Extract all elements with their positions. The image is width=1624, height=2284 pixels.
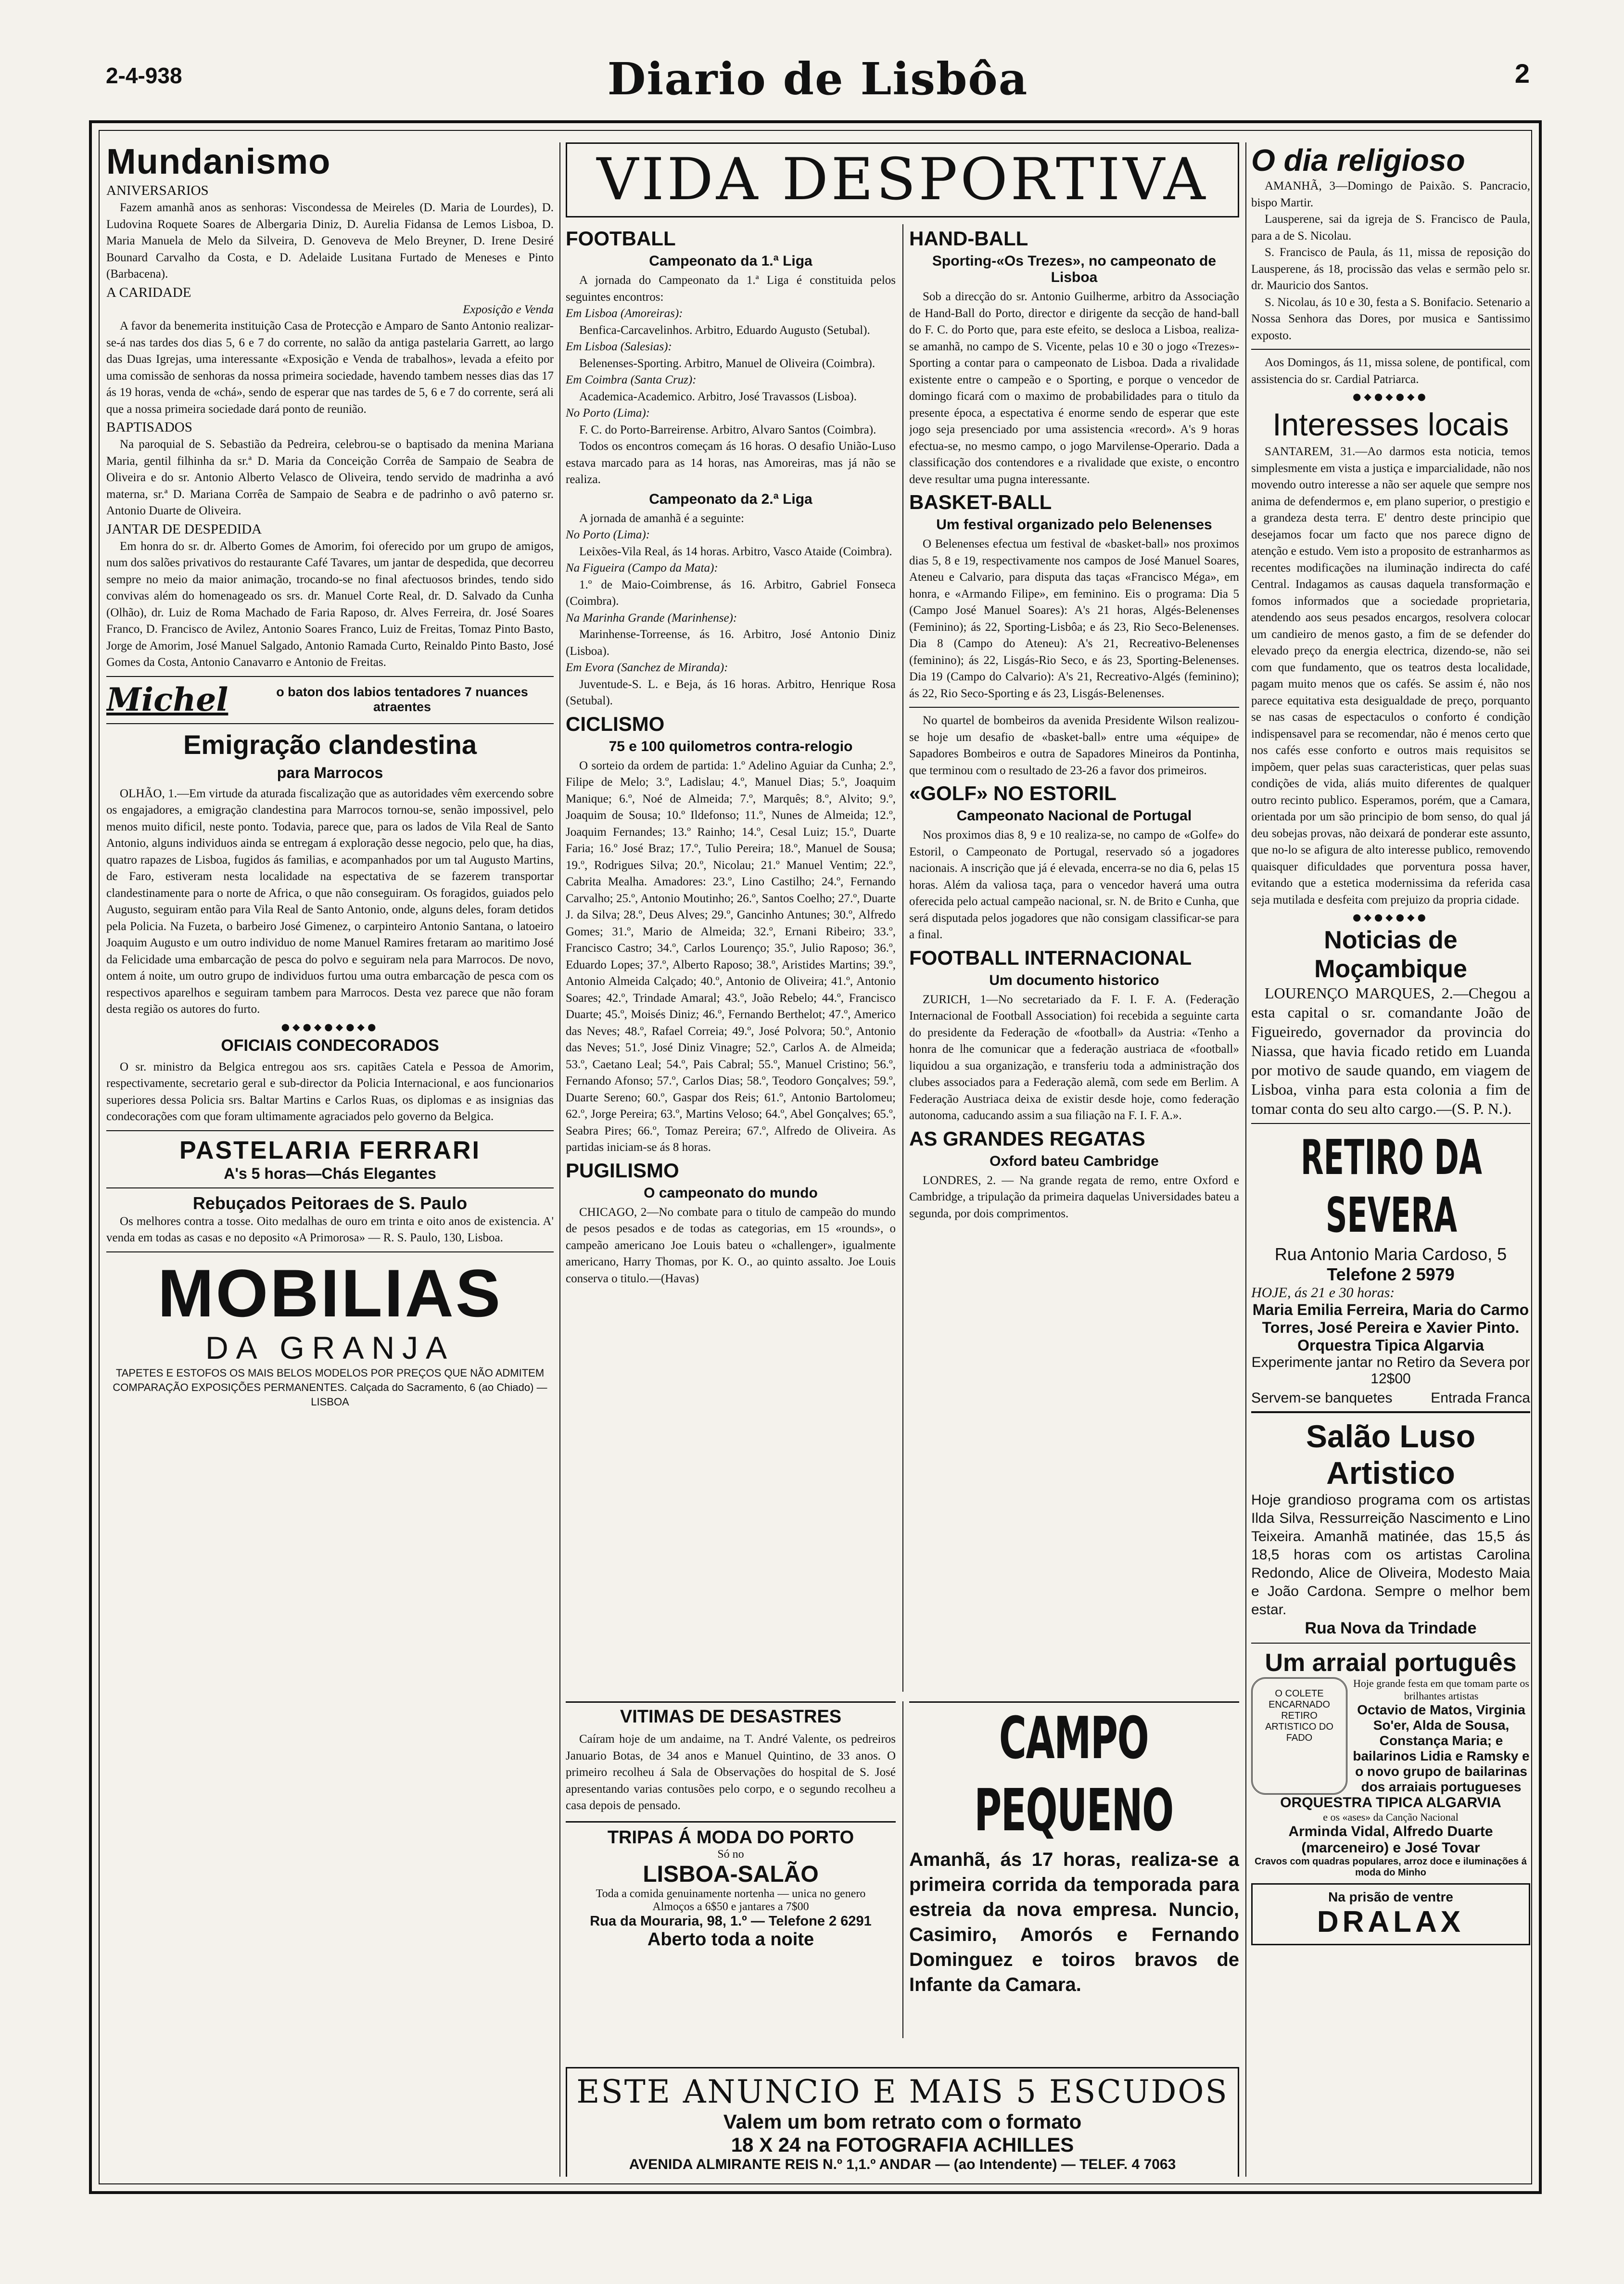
vitimas-title: VITIMAS DE DESASTRES bbox=[620, 1707, 842, 1727]
pugilismo-text: CHICAGO, 2—No combate para o titulo de campeão do mundo de pesos pesados e de todas as categorias, em 15 «rounds», o campeão americano Joe Louis bateu o «challenger», igualmente americano, Harry Thomas, por K. O., ao quinto assalto. Joe Louis conserva o titulo.—(Havas) bbox=[566, 1205, 896, 1285]
liga1-intro: A jornada do Campeonato da 1.ª Liga é constituida pelos seguintes encontros: bbox=[566, 274, 896, 304]
arraial-names: Octavio de Matos, Virginia So'er, Alda de Sousa, Constança Maria; e bailarinos Lidia e Ramsky e o novo grupo de bailarinas dos arraiais portugueses bbox=[1353, 1702, 1530, 1794]
divider bbox=[106, 1187, 554, 1188]
golf-head: «GOLF» NO ESTORIL bbox=[909, 782, 1116, 804]
religioso-text: S. Nicolau, ás 10 e 30, festa a S. Bonifacio. Setenario a Nossa Senhora das Dores, por musica e Santissimo exposto. bbox=[1251, 295, 1530, 342]
dralax-ad bbox=[1251, 1883, 1530, 1945]
divider bbox=[909, 707, 1239, 708]
vida-title: VIDA DESPORTIVA bbox=[566, 142, 1239, 217]
liga2-line: Marinhense-Torreense, ás 16. Arbitro, José Antonio Diniz (Lisboa). bbox=[566, 628, 896, 658]
divider bbox=[1251, 1643, 1530, 1644]
severa-orchestra: Orquestra Tipica Algarvia bbox=[1297, 1337, 1484, 1354]
liga2-line: Na Marinha Grande (Marinhense): bbox=[566, 611, 737, 625]
column-rule bbox=[1245, 142, 1246, 2177]
liga2-line: No Porto (Lima): bbox=[566, 528, 650, 541]
baptisados-text: Na paroquial de S. Sebastião da Pedreira, celebrou-se o baptisado da menina Mariana Maria, gentil filhinha da sr.ª D. Maria da Conceição Corrêa de Sampaio de Seabra de Oliveira e do sr. Antonio Alberto Velasco de Oliveira, tendo servido de madrinha a avó materna, sr.ª D. Mariana Corrêa de Sampaio de Seabra e de padrinho o avô paterno sr. Antonio Duarte de Oliveira. bbox=[106, 438, 554, 517]
ciclismo-head: CICLISMO bbox=[566, 712, 665, 735]
liga1-line: Belenenses-Sporting. Arbitro, Manuel de Oliveira (Coimbra). bbox=[579, 357, 875, 370]
achilles-ad bbox=[566, 2067, 1239, 2177]
interesses-text: SANTAREM, 31.—Ao darmos esta noticia, temos simplesmente em vista a justiça e imparcialidade, não nos movendo outro interesse a não ser aquele que sempre nos anima de defendermos e, em plano superior, o prestigio e a grandeza desta terra. E' dentro deste principio que desejamos focar um facto que nos parece digno de atenção e estudo. Vem isto a proposito de estranharmos as recentes modificações na iluminação indirecta do café Central. Indagamos as causas daquela transformação e fomos informados que a sociedade proprietaria, atendendo aos seus pesados encargos, resolvera colocar um candieiro de menos gasto, a fim de se defender do elevado preço da energia electrica, dizendo-se, não sei com que fundamento, que os teatros desta localidade, pagam muito menos que os cafés. Se assim é, não nos parece equitativa esta desigualdade de preço, porquanto se nas casas de espectaculos o conforto é condição indispensavel para se recomendar, não é menos certo que nos cafés esse conforto e outros mais requisitos se impõem, quer pelas suas caracteristicas, quer pelas suas condições de vida, aliás muito diferentes de qualquer outro recinto publico. Esperamos, porém, que a Camara, orientada por um são principio de bom senso, do qual já deu sobejas provas, não deixará de ponderar este assunto, que no-lo se afigura de alto interesse publico, removendo quaisquer dificuldades que porventura possa haver, evitando que a estetica modernissima da referida casa seja mutilada e desfeita com prejuizo da propria cidade. bbox=[1251, 445, 1530, 906]
severa-entrada: Entrada Franca bbox=[1431, 1390, 1530, 1406]
liga1-line: Em Lisboa (Amoreiras): bbox=[566, 307, 683, 320]
dralax-brand: DRALAX bbox=[1317, 1905, 1465, 1939]
rebucados-title: Rebuçados Peitoraes de S. Paulo bbox=[192, 1193, 468, 1213]
page-number: 2 bbox=[1514, 58, 1530, 89]
tripas-title: TRIPAS Á MODA DO PORTO bbox=[607, 1827, 854, 1848]
page-frame bbox=[89, 120, 1542, 2194]
severa-address: Rua Antonio Maria Cardoso, 5 bbox=[1274, 1244, 1507, 1264]
left-column bbox=[106, 142, 554, 2177]
tripas-so-no: Só no bbox=[717, 1848, 744, 1861]
arraial-orchestra: ORQUESTRA TIPICA ALGARVIA bbox=[1280, 1795, 1501, 1811]
basket-title: Um festival organizado pelo Belenenses bbox=[936, 517, 1212, 533]
campo-title: CAMPO PEQUENO bbox=[974, 1705, 1173, 1844]
arraial-arminda: Arminda Vidal, Alfredo Duarte bbox=[1288, 1824, 1493, 1839]
severa-jantar: Experimente jantar no Retiro da Severa por 12$00 bbox=[1251, 1354, 1530, 1387]
rebucados-text: Os melhores contra a tosse. Oito medalhas de ouro em trinta e oito anos de existencia. A' venda em todas as casas e no deposito «A Primorosa» — R. S. Paulo, 130, Lisboa. bbox=[106, 1214, 554, 1244]
emigracao-text: OLHÃO, 1.—Em virtude da aturada fiscalização que as autoridades vêm exercendo sobre os engajadores, a emigração clandestina para Marrocos tornou-se, senão impossivel, pelo menos muito dificil, neste ponto. Todavia, parece que, para os lados de Vila Real de Santo Antonio, alguns individuos ainda se entregam á exploração desse negocio, pelo que, ha dias, quatro rapazes de Lisboa, fugidos ás familias, e acompanhados por um tal Augusto Martins, de Faro, estiveram nesta localidade na espectativa de se fazerem transportar clandestinamente para o norte de Africa, o que não conseguiram. Os foragidos, guiados pelo Augusto, seguiram então para Vila Real de Santo Antonio, onde, alguns deles, foram detidos pela Policia. Na Fuzeta, o barbeiro José Gimenez, o carpinteiro Antonio Santana, o latoeiro Joaquim Augusto e um outro individuo de nome Manuel Ramires fretaram ao maritimo José da Felicidade uma embarcação de pesca do polvo e seguiram nela para Marrocos. De novo, ontem á noite, um outro grupo de individuos furtou uma outra embarcação de pesca com os respectivos aparelhos e seguiram tambem para Marrocos. Desta vez parece que não foram desta região os autores do furto. bbox=[106, 787, 554, 1016]
caridade-text: A favor da benemerita instituição Casa de Protecção e Amparo de Santo Antonio realizar-se-á nas tardes dos dias 5, 6 e 7 do corrente, no salão da antiga pastelaria Garrett, ao largo das Duas Igrejas, uma interessante «Exposição e Venda de trabalhos», levada a efeito por uma comissão de senhoras da nossa primeira sociedade, havendo tambem nesses dias das 17 ás 19 horas, venda de «chá», sendo de esperar que nas tardes de 5, 6 e 7 do corrente, será ali que a nossa primeira sociedade dará ponto de reunião. bbox=[106, 319, 554, 416]
basket-head: BASKET-BALL bbox=[909, 491, 1052, 513]
divider bbox=[106, 723, 554, 724]
sports-left bbox=[566, 224, 896, 1692]
masthead bbox=[106, 53, 1530, 111]
caridade-sub: Exposição e Venda bbox=[463, 303, 554, 316]
mocambique-text: LOURENÇO MARQUES, 2.—Chegou a esta capital o sr. comandante João de Figueiredo, governador da provincia do Niassa, que havia ficado retido em Luanda por motivo de saude quando, em viagem de Lisboa, vinha para esta colonia a fim de tomar conta do seu alto cargo.—(S. P. N.). bbox=[1251, 984, 1530, 1117]
tripas-line1: Toda a comida genuinamente nortenha — unica no genero bbox=[596, 1887, 866, 1900]
pugilismo-head: PUGILISMO bbox=[566, 1159, 679, 1182]
column-rule bbox=[559, 142, 560, 2177]
divider bbox=[1251, 1123, 1530, 1124]
pugilismo-title: O campeonato do mundo bbox=[644, 1185, 818, 1201]
baptisados-head: BAPTISADOS bbox=[106, 420, 192, 435]
religioso-text: S. Francisco de Paula, ás 11, missa de reposição do Lausperene, ás 18, procissão das velas e sermão pelo sr. dr. Mauricio dos Santos. bbox=[1251, 246, 1530, 292]
arraial-lead: Hoje grande festa em que tomam parte os brilhantes artistas bbox=[1353, 1677, 1529, 1702]
jantar-head: JANTAR DE DESPEDIDA bbox=[106, 521, 262, 537]
arraial-footer: Cravos com quadras populares, arroz doce e iluminações á moda do Minho bbox=[1255, 1856, 1527, 1878]
caridade-head: A CARIDADE bbox=[106, 284, 191, 300]
religioso-text: Aos Domingos, ás 11, missa solene, de pontifical, com assistencia do sr. Cardial Patriarca. bbox=[1251, 356, 1530, 386]
lower-right bbox=[909, 1701, 1239, 2049]
vitimas-text: Caíram hoje de um andaime, na T. André Valente, os pedreiros Januario Botas, de 34 anos e Manuel Quintino, de 33 anos. O primeiro recolheu á Sala de Observações do hospital de S. José apresentando varias contusões pelo corpo, e o segundo recolheu a casa depois de pensado. bbox=[566, 1733, 896, 1812]
divider bbox=[1251, 349, 1530, 350]
tripas-address: Rua da Mouraria, 98, 1.º — Telefone 2 6291 bbox=[590, 1913, 872, 1929]
oficiais-text: O sr. ministro da Belgica entregou aos srs. capitães Catela e Pessoa de Amorim, respectivamente, secretario geral e sub-director da Policia Internacional, e aos funcionarios superiores dessa Policia srs. Baltar Martins e Carlos Ruas, os diplomas e as insignias das condecorações com que foram ultimamente agraciados pelo governo da Belgica. bbox=[106, 1060, 554, 1123]
michel-text: o baton dos labios tentadores 7 nuances atraentes bbox=[276, 684, 528, 714]
liga1-line: Em Coimbra (Santa Cruz): bbox=[566, 373, 697, 386]
mobilias-subtitle: DA GRANJA bbox=[205, 1329, 455, 1365]
severa-artists: Maria Emilia Ferreira, Maria do Carmo Torres, José Pereira e Xavier Pinto. bbox=[1252, 1301, 1529, 1336]
issue-date: 2-4-938 bbox=[106, 63, 182, 88]
liga1-line: Em Lisboa (Salesias): bbox=[566, 340, 672, 353]
tripas-line2: Almoços a 6$50 e jantares a 7$00 bbox=[652, 1900, 809, 1913]
liga1-line: F. C. do Porto-Barreirense. Arbitro, Alvaro Santos (Coimbra). bbox=[579, 423, 876, 436]
ornament-divider: ●◆●◆●◆● bbox=[1353, 911, 1429, 923]
anuncio-address: AVENIDA ALMIRANTE REIS N.º 1,1.º ANDAR — (ao Intendente) — TELEF. 4 7063 bbox=[629, 2156, 1176, 2172]
oficiais-title: OFICIAIS CONDECORADOS bbox=[221, 1036, 439, 1055]
arraial-ases: e os «ases» da Canção Nacional bbox=[1323, 1811, 1459, 1823]
michel-ad bbox=[106, 676, 554, 718]
liga2-line: Em Evora (Sanchez de Miranda): bbox=[566, 661, 728, 674]
campo-text: Amanhã, ás 17 horas, realiza-se a primeira corrida da temporada para estreia da nova empresa. Nuncio, Casimiro, Amorós e Fernando Dominguez e toiros bravos de Infante da Camara. bbox=[909, 1849, 1239, 1995]
religioso-text: AMANHÃ, 3—Domingo de Paixão. S. Pancracio, bispo Martir. bbox=[1251, 179, 1530, 209]
liga2-intro: A jornada de amanhã é a seguinte: bbox=[579, 511, 744, 525]
arraial-marceneiro: (marceneiro) e José Tovar bbox=[1301, 1840, 1480, 1856]
bombeiros-text: No quartel de bombeiros da avenida Presidente Wilson realizou-se hoje um desafio de «basket-ball» entre uma «équipe» de Sapadores Bombeiros e outra de Sapadores Mineiros da Pontinha, que terminou com o resultado de 23-26 a favor dos primeiros. bbox=[909, 714, 1239, 777]
regatas-text: LONDRES, 2. — Na grande regata de remo, entre Oxford e Cambridge, a tripulação da primeira daquelas Universidades bateu a segunda, por dois comprimentos. bbox=[909, 1174, 1239, 1220]
ciclismo-text: O sorteio da ordem de partida: 1.º Adelino Aguiar da Cunha; 2.º, Filipe de Melo; 3.º, Ladislau; 4.º, Manuel Dias; 5.º, Joaquim Manique; 6.º, Noé de Almeida; 7.º, Marquês; 8.º, Alvito; 9.º, Joaquim de Sousa; 10.º Ildefonso; 11.º, Nunes de Almeida; 12.º, Joaquim Fernandes; 13.º Rainho; 14.º, Cesal Luiz; 15.º, Duarte Faria; 16.º José Braz; 17.º, Tulio Pereira; 18.º, Manuel de Sousa; 19.º, Rodrigues Silva; 20.º, Nicolau; 21.º Manuel Ventim; 22.º, Cabrita Mealha. Amadores: 23.º, Lino Castilho; 24.º, Fernando Carvalho; 25.º, Antonio Moutinho; 26.º, Santos Coelho; 27.º, Duarte J. da Silva; 28.º, Deus Alves; 29.º, Gancinho Antunes; 30.º, Alfredo Gomes; 31.º, Mario de Almeida; 32.º, Ernani Ribeiro; 33.º, Francisco Castro; 34.º, Carlos Lourenço; 35.º, Julio Raposo; 36.º, Eduardo Lopes; 37.º, Alberto Raposo; 38.º, Aristides Martins; 39.º, Antonio Almeida Calçado; 40.º, Antonio de Oliveira; 41.º, Antonio Soares; 42.º, Trindade Amaral; 43.º, João Rebelo; 44.º, Francisco Duarte; 45.º, Moisés Diniz; 46.º, Fernando Berthelot; 47.º, Americo das Neves; 48.º, Rafael Correia; 49.º, José Polvora; 50.º, Antonio das Neves; 51.º, José Diniz Vinagre; 52.º, Carlos A. de Almeida; 53.º, Caetano Leal; 54.º, Pais Cabral; 55.º, Manuel Cristino; 56.º, Fernando Afonso; 57.º, Carlos Dias; 58.º, Teodoro Gonçalves; 59.º, Duarte Sereno; 60.º, Gaspar dos Reis; 61.º, Antonio Bartolomeu; 62.º, Jorge Pereira; 63.º, Martins Veloso; 64.º, Abel Gonçalves; 65.º, Seabra Pires; 66.º, Tomaz Pereira; 67.º, Alfredo de Oliveira. As partidas iniciam-se ás 8 horas. bbox=[566, 759, 896, 1154]
handball-title: Sporting-«Os Trezes», no campeonato de Lisboa bbox=[932, 253, 1217, 285]
mocambique-title: Noticias de Moçambique bbox=[1314, 926, 1467, 983]
golf-text: Nos proximos dias 8, 9 e 10 realiza-se, no campo de «Golfe» do Estoril, o Campeonato de Portugal, reservado só a jogadores nacionais. A inscrição que já é elevada, encerra-se no dia 6, pelas 15 horas. Além da valiosa taça, para o vencedor haverá uma outra oferecida pelo actual campeão nacional, sr. N. de Brito e Cunha, que será disputada pelos jogadores que não consigam classificar-se para a final. bbox=[909, 829, 1239, 941]
aniversarios-text: Fazem amanhã anos as senhoras: Viscondessa de Meireles (D. Maria de Lourdes), D. Ludovina Roquete Soares de Albergaria Diniz, D. Aurelia Fidansa de Lemos Lisboa, D. Maria Manuela de Melo da Silveira, D. Genoveva de Melo Breyner, D. Irene Desiré Bounard Carvalho da Costa, e D. Adelaide Lusitana Furtado de Meneses e Pinto (Barbacena). bbox=[106, 201, 554, 281]
liga2-line: Juventude-S. L. e Beja, ás 16 horas. Arbitro, Henrique Rosa (Setubal). bbox=[566, 677, 896, 707]
divider bbox=[1251, 1411, 1530, 1413]
basket-text: O Belenenses efectua um festival de «basket-ball» nos proximos dias 5, 8 e 19, respectivamente nos campos de José Manuel Soares, Ateneu e Calvario, para disputa das taças «Francisco Méga», em honra, e «Armando Filipe», em feminino. Eis o programa: Dia 5 (Campo José Manuel Soares): A's 21 horas, Algés-Belenenses (Feminino); ás 22, Sporting-Lisbôa; e ás 23, Rio Seco-Belenenses. Dia 8 (Campo do Ateneu): A's 21, Recreativo-Belenenses (feminino); ás 22, Lisgás-Rio Seco, e ás 23, Sporting-Belenenses. Dia 19 (Campo do Calvario): A's 21, Recreativo-Algés (feminino); ás 22, Rio Seco-Sporting e ás 23, Lisgás-Belenenses. bbox=[909, 537, 1239, 700]
golf-title: Campeonato Nacional de Portugal bbox=[956, 808, 1192, 824]
ciclismo-title: 75 e 100 quilometros contra-relogio bbox=[609, 738, 853, 754]
liga1-line: Academica-Academico. Arbitro, José Travassos (Lisboa). bbox=[579, 390, 857, 403]
middle-column bbox=[566, 142, 1239, 2177]
luso-text: Hoje grandioso programa com os artistas Ilda Silva, Ressurreição Nascimento e Lino Teixeira. Amanhã matinée, das 15,5 ás 18,5 horas com os artistas Carolina Redondo, Alice de Oliveira, Modesto Maia e João Cardona. Sempre o melhor bem estar. bbox=[1251, 1492, 1530, 1618]
severa-footer bbox=[1251, 1390, 1530, 1406]
religioso-text: Lausperene, sai da igreja de S. Francisco de Paula, para a de S. Nicolau. bbox=[1251, 213, 1530, 242]
luso-title: Salão Luso Artistico bbox=[1306, 1418, 1476, 1491]
football-head: FOOTBALL bbox=[566, 227, 676, 250]
jantar-text: Em honra do sr. dr. Alberto Gomes de Amorim, foi oferecido por um grupo de amigos, num dos salões privativos do restaurante Café Tavares, um jantar de despedida, que decorreu sempre no meio da maior animação, trocando-se no final afectuosos brindes, tendo sido convivas além do homenageado os srs. dr. Manuel Corte Real, dr. D. Salvado da Cunha (Olhão), dr. Luiz de Roma Machado de Faria Raposo, dr. Alves Ferreira, dr. José Soares Franco, D. Francisco de Avilez, Antonio Soares Franco, Luiz de Freitas, Tomaz Pinto Basto, Jorge de Amorim, José Manuel Salgado, Antonio Ramada Curto, Reinaldo Pinto Basto, José Gomes da Costa, Antonio Canavarro e Antonio de Freitas. bbox=[106, 539, 554, 669]
right-column bbox=[1251, 142, 1530, 2177]
sports-right bbox=[909, 224, 1239, 1692]
emigracao-subtitle: para Marrocos bbox=[277, 764, 383, 781]
luso-street: Rua Nova da Trindade bbox=[1305, 1619, 1477, 1637]
ornament-divider: ●◆●◆●◆● bbox=[1353, 391, 1429, 402]
pastelaria-line: A's 5 horas—Chás Elegantes bbox=[224, 1164, 436, 1182]
mobilias-text: TAPETES E ESTOFOS OS MAIS BELOS MODELOS POR PREÇOS QUE NÃO ADMITEM COMPARAÇÃO EXPOSIÇÕES PERMANENTES. Calçada do Sacramento, 6 (ao Chiado) — LISBOA bbox=[113, 1366, 547, 1408]
liga2-line: Leixões-Vila Real, ás 14 horas. Arbitro, Vasco Ataide (Coimbra). bbox=[579, 545, 892, 558]
emigracao-title: Emigração clandestina bbox=[183, 729, 477, 760]
tripas-ad bbox=[566, 1821, 896, 1955]
severa-today: HOJE, ás 21 e 30 horas: bbox=[1251, 1285, 1395, 1301]
fi-text: ZURICH, 1—No secretariado da F. I. F. A. (Federação Internacional de Football Association) foi recebida a seguinte carta do presidente da Federação de «football» da Austria: «Tenho a honra de lhe comunicar que a federação austriaca de «football» liquidou a sua organização, e transferiu toda a administração dos clubes associados para a Federação alemã, com sede em Berlim. A Federação Austriaca deixa de existir desde hoje, como federação autonoma, caducando assim a sua filiação na F. I. F. A.». bbox=[909, 993, 1239, 1122]
anuncio-line2: 18 X 24 na FOTOGRAFIA ACHILLES bbox=[731, 2133, 1074, 2156]
liga2-title: Campeonato da 2.ª Liga bbox=[649, 491, 812, 507]
liga2-line: 1.º de Maio-Coimbrense, ás 16. Arbitro, Gabriel Fonseca (Coimbra). bbox=[566, 578, 896, 608]
sports-rule bbox=[902, 224, 903, 1692]
fi-head: FOOTBALL INTERNACIONAL bbox=[909, 946, 1192, 969]
liga1-line: No Porto (Lima): bbox=[566, 407, 650, 420]
aniversarios-head: ANIVERSARIOS bbox=[106, 183, 209, 198]
regatas-head: AS GRANDES REGATAS bbox=[909, 1127, 1145, 1150]
liga1-title: Campeonato da 1.ª Liga bbox=[649, 253, 812, 269]
liga1-outro: Todos os encontros começam ás 16 horas. O desafio União-Luso estava marcado para as 14 horas, nas Amoreiras, mas já não se realiza. bbox=[566, 440, 896, 486]
arraial-body bbox=[1251, 1677, 1530, 1795]
liga2-line: Na Figueira (Campo da Mata): bbox=[566, 561, 718, 574]
regatas-title: Oxford bateu Cambridge bbox=[990, 1153, 1159, 1169]
liga1-line: Benfica-Carcavelinhos. Arbitro, Eduardo Augusto (Setubal). bbox=[579, 323, 870, 337]
mobilias-title: MOBILIAS bbox=[157, 1255, 503, 1331]
tripas-open: Aberto toda a noite bbox=[647, 1929, 814, 1950]
newspaper-title: Diario de Lisbôa bbox=[607, 53, 1028, 105]
mundanismo-title: Mundanismo bbox=[106, 142, 331, 181]
fi-title: Um documento historico bbox=[989, 972, 1159, 988]
arraial-title: Um arraial português bbox=[1265, 1649, 1517, 1677]
interesses-title: Interesses locais bbox=[1272, 407, 1509, 442]
severa-phone: Telefone 2 5979 bbox=[1327, 1264, 1455, 1284]
tripas-venue: LISBOA-SALÃO bbox=[643, 1861, 819, 1887]
arraial-details bbox=[1352, 1677, 1530, 1795]
pastelaria-name: PASTELARIA FERRARI bbox=[179, 1136, 481, 1164]
ornament-divider: ●◆●◆●◆●◆● bbox=[281, 1021, 379, 1033]
severa-title: RETIRO DA SEVERA bbox=[1300, 1129, 1482, 1243]
anuncio-title: ESTE ANUNCIO E MAIS 5 ESCUDOS bbox=[576, 2073, 1229, 2110]
handball-text: Sob a direcção do sr. Antonio Guilherme, arbitro da Associação de Hand-Ball do Porto, director e dirigente da secção de hand-ball do F. C. do Porto que, para este efeito, se desloca a Lisboa, realiza-se amanhã, no campo de S. Vicente, pelas 10 e 30 o jogo «Trezes»-Sporting a contar para o campeonato de Lisboa. Dada a rivalidade existente entre o campeão e o Sporting, e porque o vencedor de domingo ficará com o maximo de probabilidades para o titulo da presente época, a espectativa é enorme sendo de esperar que este jogo seja presenciado por uma assistencia «record». A's 9 horas efectua-se, no mesmo campo, o jogo Marvilense-Operario. Dada a classificação dos contendores e a rivalidade que existe, o encontro deve resultar uma pugna interessante. bbox=[909, 290, 1239, 486]
handball-head: HAND-BALL bbox=[909, 227, 1028, 250]
colete-badge: O COLETE ENCARNADO RETIRO ARTISTICO DO FADO bbox=[1251, 1677, 1347, 1795]
dralax-line: Na prisão de ventre bbox=[1328, 1889, 1453, 1904]
lower-rule bbox=[902, 1701, 903, 2038]
divider bbox=[106, 1251, 554, 1252]
divider bbox=[106, 1130, 554, 1131]
michel-brand: Michel bbox=[106, 680, 228, 718]
severa-banquetes: Servem-se banquetes bbox=[1251, 1390, 1393, 1406]
anuncio-line1: Valem um bom retrato com o formato bbox=[723, 2110, 1082, 2133]
religioso-title: O dia religioso bbox=[1251, 143, 1465, 178]
